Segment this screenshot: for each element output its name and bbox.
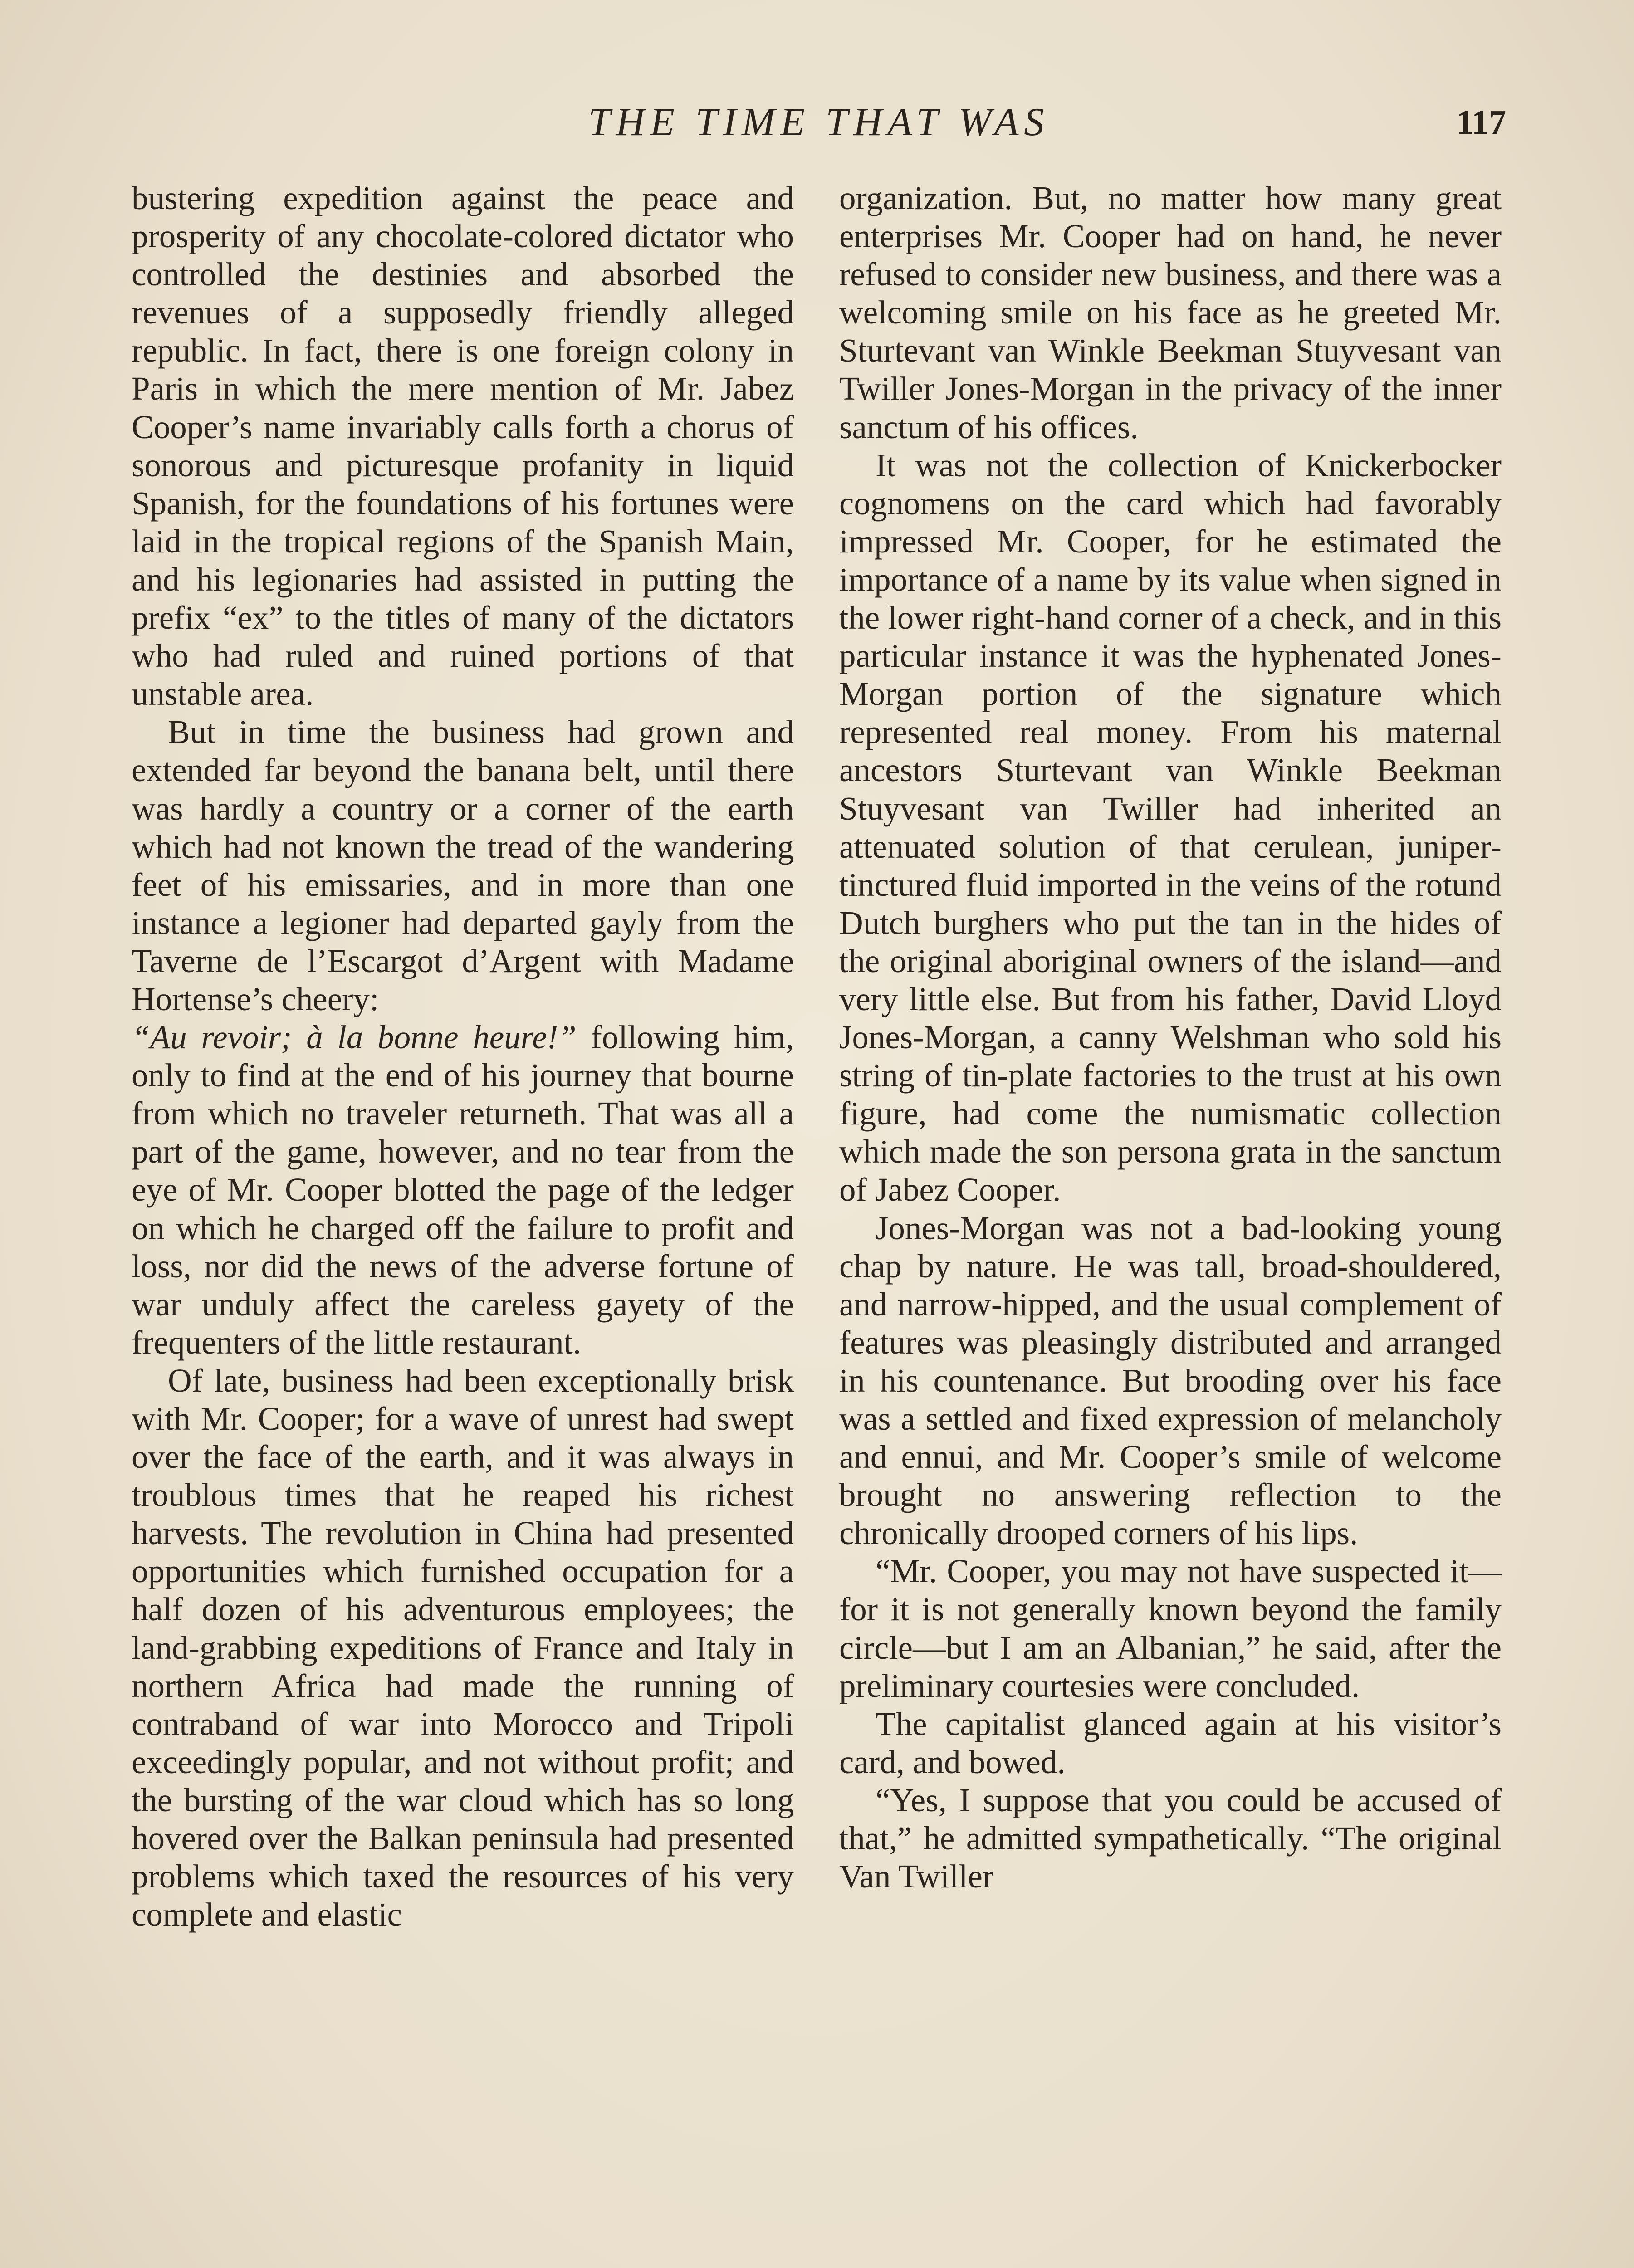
paragraph-right-3: Jones-Morgan was not a bad-looking young chap by nature. He was tall, broad-shouldered, and narrow-hipped, and the usual complement of features was pleasingly distributed and arranged in his countenance. But brooding over his face was a settled and fixed expression of melancholy and ennui, and Mr. Cooper’s smile of welcome brought no answering reflection to the chronically drooped corners of his lips. xyxy=(839,1209,1502,1552)
paragraph-left-1: bustering expedition against the peace and prosperity of any chocolate-colored dictator who controlled the destinies and absorbed the revenues of a supposedly friendly alleged republic. In fact, there is one foreign colony in Paris in which the mere mention of Mr. Jabez Cooper’s name invariably calls forth a chorus of sonorous and picturesque profanity in liquid Spanish, for the foundations of his fortunes were laid in the tropical regions of the Spanish Main, and his legionaries had assisted in putting the prefix “ex” to the titles of many of the dictators who had ruled and ruined portions of that unstable area. xyxy=(132,180,794,713)
paragraph-left-3-text: following him, only to find at the end of his journey that bourne from which no traveler returneth. That was all a part of the game, however, and no tear from the eye of Mr. Cooper blotted the page of the ledger on which he charged off the failure to profit and loss, nor did the news of the adverse fortune of war unduly affect the careless gayety of the frequenters of the little restaurant. xyxy=(132,1019,794,1361)
left-text-column xyxy=(132,179,794,2268)
paragraph-left-3 xyxy=(132,1018,794,1362)
running-title: THE TIME THAT WAS xyxy=(588,100,1050,144)
page-number: 117 xyxy=(1456,103,1506,142)
paragraph-right-5: The capitalist glanced again at his visitor’s card, and bowed. xyxy=(839,1705,1502,1780)
page-header xyxy=(132,98,1506,147)
right-text-column xyxy=(839,179,1502,2268)
paragraph-left-4: Of late, business had been exceptionally brisk with Mr. Cooper; for a wave of unrest had swept over the face of the earth, and it was always in troublous times that he reaped his richest harvests. The revolution in China had presented opportunities which furnished occupation for a half dozen of his adventurous employees; the land-grabbing expeditions of France and Italy in northern Africa had made the running of contraband of war into Morocco and Tripoli exceedingly popular, and not without profit; and the bursting of the war cloud which has so long hovered over the Balkan peninsula had presented problems which taxed the resources of his very complete and elastic xyxy=(132,1362,794,1933)
french-quote: “Au revoir; à la bonne heure!” xyxy=(132,1019,577,1056)
paragraph-right-6: “Yes, I suppose that you could be accused of that,” he admitted sympathetically. “The original Van Twiller xyxy=(839,1781,1502,1895)
paragraph-right-1: organization. But, no matter how many great enterprises Mr. Cooper had on hand, he never refused to consider new business, and there was a welcoming smile on his face as he greeted Mr. Sturtevant van Winkle Beekman Stuyvesant van Twiller Jones-Morgan in the privacy of the inner sanctum of his offices. xyxy=(839,180,1502,445)
paragraph-left-2: But in time the business had grown and extended far beyond the banana belt, until there was hardly a country or a corner of the earth which had not known the tread of the wandering feet of his emissaries, and in more than one instance a legioner had departed gayly from the Taverne de l’Escargot d’Argent with Madame Hortense’s cheery: xyxy=(132,714,794,1017)
paragraph-right-4: “Mr. Cooper, you may not have suspected it—for it is not generally known beyond the family circle—but I am an Albanian,” he said, after the preliminary courtesies were concluded. xyxy=(839,1553,1502,1704)
paragraph-right-2: It was not the collection of Knickerbocker cognomens on the card which had favorably impressed Mr. Cooper, for he estimated the importance of a name by its value when signed in the lower right-hand corner of a check, and in this particular instance it was the hyphenated Jones-Morgan portion of the signature which represented real money. From his maternal ancestors Sturtevant van Winkle Beekman Stuyvesant van Twiller had inherited an attenuated solution of that cerulean, juniper-tinctured fluid imported in the veins of the rotund Dutch burghers who put the tan in the hides of the original aboriginal owners of the island—and very little else. But from his father, David Lloyd Jones-Morgan, a canny Welshman who sold his string of tin-plate factories to the trust at his own figure, had come the numismatic collection which made the son persona grata in the sanctum of Jabez Cooper. xyxy=(839,446,1502,1208)
